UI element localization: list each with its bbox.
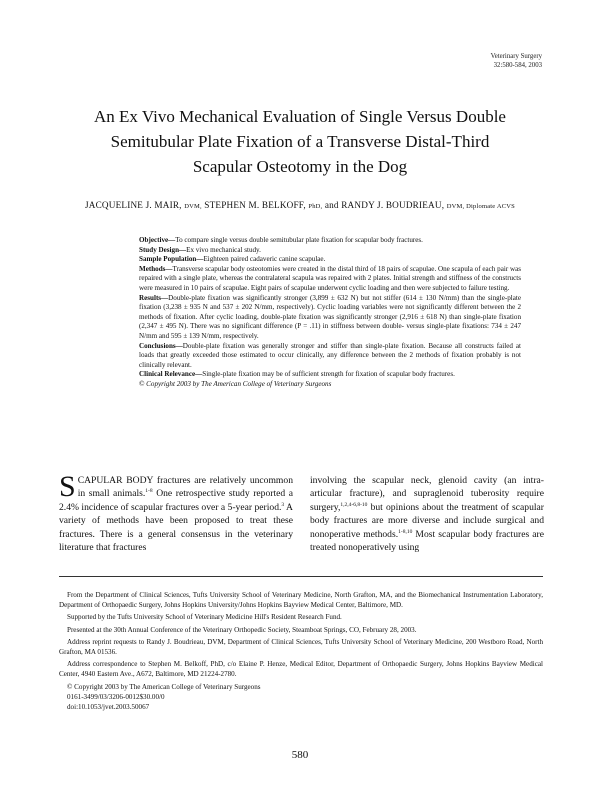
footnote-divider — [59, 576, 543, 577]
author-line — [60, 200, 540, 210]
author-degree: DVM, — [184, 203, 202, 210]
body-text-segment: involving the scapular neck, glenoid cavity (an intra-articular fracture), and supraglenoid tuberosity require surgery, — [310, 475, 544, 513]
abstract-text: Single-plate fixation may be of sufficient strength for fixation of scapular body fractures. — [202, 370, 455, 379]
abstract-label: Study Design— — [139, 245, 187, 254]
citation-ref: 1,2,4-6,8-10 — [340, 501, 368, 508]
footnote-support: Supported by the Tufts University School of Veterinary Medicine Hill's Resident Research Fund. — [67, 613, 342, 622]
citation-ref: 1-8,10 — [398, 528, 413, 535]
abstract-results — [139, 294, 521, 342]
citation-ref: 1-8 — [145, 488, 153, 495]
abstract-label: Sample Population— — [139, 255, 204, 264]
abstract-objective — [139, 236, 521, 246]
abstract-label: Objective— — [139, 236, 176, 244]
footnote-reprints: Address reprint requests to Randy J. Boudrieau, DVM, Department of Clinical Sciences, Tufts University School of Veterinary Medicine, 200 Westboro Road, North Grafton, MA 01536. — [59, 637, 543, 657]
footnote-correspondence: Address correspondence to Stephen M. Belkoff, PhD, c/o Elaine P. Henze, Medical Editor, Department of Orthopaedic Surgery, Johns Hopkins Bayview Medical Center, 4940 Eastern Ave., A672, Baltimore, MD 21224-2780. — [59, 660, 543, 679]
abstract-label: Conclusions— — [139, 341, 183, 350]
author-degree: DVM, Diplomate ACVS — [446, 203, 515, 210]
abstract-text: Double-plate fixation was generally stronger and stiffer than single-plate fixation. Because all constructs failed at loads that greatly exceeded those estimated to occur clinically, any difference between the 2 methods of fixation probably is not clinically relevant. — [139, 341, 521, 369]
abstract-text: Eighteen paired cadaveric canine scapulae. — [203, 255, 326, 264]
journal-citation: 32:580-584, 2003 — [493, 62, 542, 69]
footnote-copyright: © Copyright 2003 by The American College of Veterinary Surgeons — [67, 682, 261, 691]
body-column-right — [310, 474, 544, 554]
journal-header — [491, 52, 542, 70]
abstract-text: Transverse scapular body osteotomies were created in the distal third of 18 pairs of scapulae. One scapula of each pair was repaired with a single plate, whereas the contralateral scapula was repaired with 2 plates. Initial strength and stiffness of the constructs were measured in 10 pairs of scapulae. Eight pairs of scapulae underwent cyclic loading and then were subjected to failure testing. — [139, 264, 521, 292]
author-name: JACQUELINE J. MAIR, — [84, 200, 182, 210]
abstract-copyright: © Copyright 2003 by The American College of Veterinary Surgeons — [139, 379, 332, 388]
abstract-population — [139, 255, 521, 265]
drop-cap: S — [59, 470, 76, 503]
author-name: STEPHEN M. BELKOFF, — [204, 200, 306, 210]
title-line-1: An Ex Vivo Mechanical Evaluation of Single Versus Double — [94, 107, 506, 126]
body-text-segment: Most scapular body fractures are treated nonoperatively using — [310, 528, 545, 554]
footnote-presented: Presented at the 30th Annual Conference of the Veterinary Orthopedic Society, Steamboat Springs, CO, February 28, 2003. — [67, 625, 417, 634]
body-text-segment: One retrospective study reported a 2.4% incidence of scapular fractures over a 5-year period. — [59, 488, 293, 513]
article-title — [60, 104, 540, 179]
footnote-affiliation: From the Department of Clinical Sciences, Tufts University School of Veterinary Medicine, North Grafton, MA, and the Biomechanical Instrumentation Laboratory, Department of Orthopaedic Surgery, Johns Hopkins University/Johns Hopkins Bayview Medical Center, Baltimore, MD. — [59, 591, 543, 610]
author-degree: PhD, — [308, 203, 323, 210]
title-line-3: Scapular Osteotomy in the Dog — [192, 157, 408, 176]
abstract-label: Methods— — [139, 264, 173, 273]
footnote-doi: doi:10.1053/jvet.2003.50067 — [67, 703, 150, 712]
abstract-text: Ex vivo mechanical study. — [186, 245, 261, 254]
abstract-text: Double-plate fixation was significantly stronger (3,899 ± 632 N) but not stiffer (614 ± 130 N/mm) than the single-plate fixation (3,238 ± 935 N and 537 ± 202 N/mm, respectively). Cyclic loading variables were not significantly different between the 2 methods of fixation. After cyclic loading, double-plate fixation was significantly stronger (2,916 ± 618 N) than single-plate fixation (2,347 ± 495 N). There was no significant difference (P = .11) in stiffness between double- versus single-plate fixations: 734 ± 247 N/mm and 595 ± 139 N/mm, respectively. — [139, 293, 521, 340]
abstract-label: Results— — [139, 293, 169, 302]
journal-name: Veterinary Surgery — [490, 53, 542, 60]
author-conjunction: and — [324, 200, 339, 210]
abstract-design — [139, 246, 521, 256]
abstract-conclusions — [139, 342, 521, 371]
footnote-issn: 0161-3499/03/3206-0012$30.00/0 — [67, 692, 165, 701]
title-line-2: Semitubular Plate Fixation of a Transverse Distal-Third — [110, 132, 490, 151]
footnotes — [59, 590, 543, 712]
abstract-text: To compare single versus double semitubular plate fixation for scapular body fractures. — [175, 236, 423, 244]
abstract — [139, 236, 521, 390]
abstract-relevance — [139, 370, 521, 380]
abstract-methods — [139, 265, 521, 294]
abstract-label: Clinical Relevance— — [139, 370, 203, 379]
body-text-segment: A variety of methods have been proposed to treat these fractures. There is a general consensus in the veterinary literature that fractures — [59, 501, 293, 554]
citation-ref: 3 — [281, 501, 285, 508]
body-text-segment: but opinions about the treatment of scapular body fractures are more diverse and include surgical and nonoperative methods. — [310, 501, 544, 540]
page-number: 580 — [291, 749, 309, 761]
author-name: RANDY J. BOUDRIEAU, — [341, 200, 445, 210]
body-column-left — [59, 470, 293, 554]
body-text-segment: CAPULAR BODY fractures are relatively uncommon in small animals. — [77, 475, 293, 500]
